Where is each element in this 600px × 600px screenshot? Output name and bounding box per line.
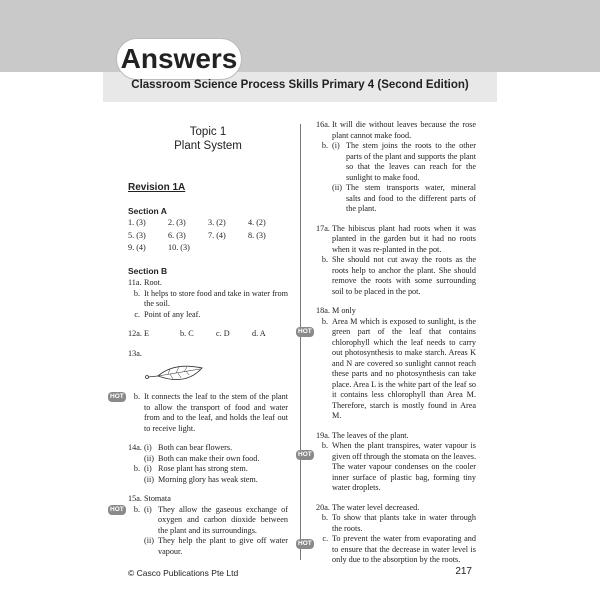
hot-badge: HOT: [298, 327, 312, 335]
answer-17a: 17a. The hibiscus plant had roots when it was planted in the garden but it had no roots when it was re-planted in the pot.: [316, 223, 476, 254]
answer-item: 5. (3): [128, 230, 146, 240]
answer-11c: c. Point of any leaf.: [134, 309, 201, 319]
answer-20c: HOT c. To prevent the water from evaporating and to ensure that the decrease in water level is only due to the absorption by the roots.: [298, 534, 476, 564]
answer-item: 4. (2): [248, 218, 266, 227]
answer-15b-ii: (ii) They help the plant to give off water vapour.: [144, 536, 288, 556]
answer-option: b. C: [180, 329, 194, 338]
page-title: Answers: [116, 38, 242, 80]
topic-title: Topic 1 Plant System: [174, 126, 242, 152]
column-divider: [300, 124, 301, 560]
hot-badge: HOT: [110, 505, 124, 513]
answer-16b-i: b. (i) The stem joins the roots to the other parts of the plant and supports the plant so that the leaves can reach for the sunlight to make food.: [321, 141, 476, 182]
answer-option: c. D: [216, 329, 230, 338]
answer-15a: 15a. Stomata: [128, 494, 171, 503]
answer-19b: HOT b. When the plant transpires, water vapour is given off through the stomata on the leaves. The water vapour condenses on the cooler inner surface of plastic bag, forming tiny water droplets.: [298, 441, 476, 492]
header-band: [0, 0, 600, 72]
revision-heading: Revision 1A: [128, 182, 186, 193]
hot-badge: HOT: [298, 540, 312, 547]
answer-14b-i: b. (i) Rose plant has strong stem.: [133, 464, 248, 473]
section-a-answers: [128, 218, 288, 254]
answer-option: d. A: [252, 329, 266, 338]
page-number: 217: [455, 566, 472, 577]
answer-item: 2. (3): [168, 218, 186, 227]
answer-item: 6. (3): [168, 230, 186, 240]
leaf-drawing: [144, 362, 204, 386]
answer-20a: 20a. The water level decreased.: [316, 502, 420, 512]
answer-11a: 11a. Root.: [128, 278, 162, 287]
answer-14a-i: 14a. (i) Both can bear flowers.: [128, 443, 233, 452]
answer-12: 12a. E b. C c. D d. A: [128, 329, 288, 340]
answer-item: 10. (3): [168, 243, 190, 252]
answer-16a: 16a. It will die without leaves because the rose plant cannot make food.: [316, 120, 476, 140]
section-a-heading: Section A: [128, 205, 167, 216]
answer-13a: 13a.: [128, 348, 142, 358]
answer-18b: HOT b. Area M which is exposed to sunlight, is the green part of the leaf that contains chlorophyll which the leaf needs to carry out photosynthesis to make starch. Areas K and N are covered so sunlight cannot reach these parts and no photosynthesis can take place. Area L is the white part of the leaf so it contains less chlorophyll than Area M. Therefore, starch is mostly found in Area M.: [298, 316, 476, 420]
left-column: [110, 120, 288, 557]
answer-14a-ii: (ii) Both can make their own food.: [144, 453, 260, 463]
answer-13b: HOT b. It connects the leaf to the stem of the plant to allow the transport of food and water from and to the leaf, and holds the leaf out to receive light.: [110, 392, 288, 433]
answer-item: 1. (3): [128, 218, 146, 227]
answer-item: 3. (2): [208, 218, 226, 227]
answer-item: 8. (3): [248, 230, 266, 240]
answer-17b: b. She should not cut away the roots as the roots help to anchor the plant. She should remove the roots with some surrounding soil to be placed in the pot.: [321, 255, 476, 296]
section-b-heading: Section B: [128, 265, 168, 276]
answer-item: 9. (4): [128, 243, 146, 252]
copyright-notice: © Casco Publications Pte Ltd: [128, 568, 239, 578]
right-column: [298, 120, 476, 566]
answer-19a: 19a. The leaves of the plant.: [316, 430, 409, 440]
answer-item: 7. (4): [208, 230, 226, 240]
answer-20b: b. To show that plants take in water through the roots.: [321, 513, 476, 533]
answer-14b-ii: (ii) Morning glory has weak stem.: [144, 474, 258, 484]
answer-option: E: [144, 329, 150, 338]
answer-11b: b. It helps to store food and take in water from the soil.: [133, 288, 288, 308]
answer-18a: 18a. M only: [316, 306, 356, 315]
hot-badge: HOT: [110, 393, 124, 400]
answer-16b-ii: (ii) The stem transports water, mineral salts and food to the different parts of the plant.: [332, 183, 476, 213]
book-subtitle: Classroom Science Process Skills Primary 4 (Second Edition): [131, 79, 469, 91]
answer-15b-i: HOT b. (i) They allow the gaseous exchange of oxygen and carbon dioxide between the plant and its surroundings.: [110, 504, 288, 535]
hot-badge: HOT: [298, 451, 312, 458]
